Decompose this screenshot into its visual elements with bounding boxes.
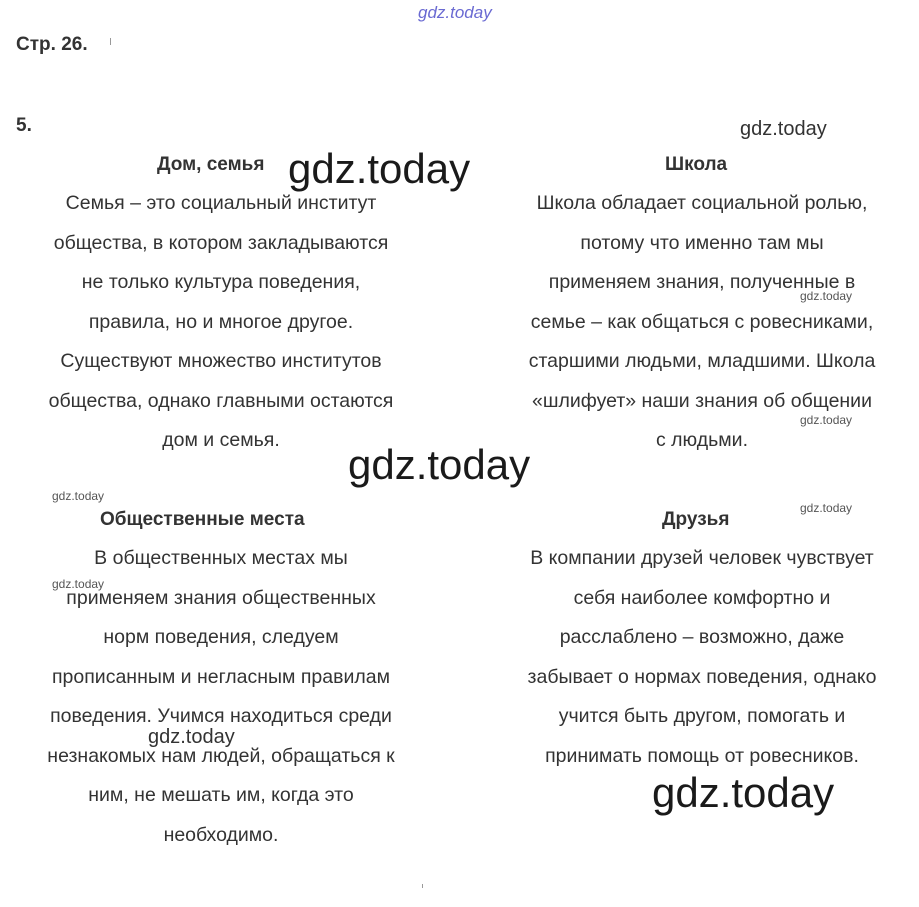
watermark-medium: gdz.today: [148, 726, 235, 748]
watermark-large: gdz.today: [288, 145, 471, 192]
scan-speck: [422, 884, 423, 888]
section-text-public-places: В общественных местах мы применяем знания общественных норм поведения, следуем прописанным и негласным правилам поведения. Учимся находиться среди незнакомых нам людей, обращаться к ним, не мешать им, когда это необходимо.: [47, 547, 395, 846]
section-title-public-places: Общественные места: [100, 509, 305, 530]
section-title-home: Дом, семья: [157, 154, 265, 175]
task-number: 5.: [16, 115, 32, 136]
section-text-home: Семья – это социальный институт общества, в котором закладываются не только культура поведения, правила, но и многое другое. Существуют множество институтов общества, однако главными остаются дом и семья.: [48, 192, 394, 451]
section-title-school: Школа: [665, 154, 728, 175]
watermark-small: gdz.today: [52, 489, 105, 503]
watermark-medium: gdz.today: [740, 118, 827, 140]
scan-speck: [110, 38, 111, 45]
section-text-school: Школа обладает социальной ролью, потому что именно там мы применяем знания, полученные в семье – как общаться с ровесниками, старшими людьми, младшими. Школа «шлифует» наши знания об общении с людьми.: [528, 192, 876, 451]
section-text-friends: В компании друзей человек чувствует себя наиболее комфортно и расслаблено – возможно, даже забывает о нормах поведения, однако учится быть другом, помогать и принимать помощь от ровесников.: [527, 547, 877, 767]
section-title-friends: Друзья: [662, 509, 730, 530]
watermark-small: gdz.today: [52, 577, 105, 591]
page-label: Стр. 26.: [16, 34, 88, 55]
watermark-top: gdz.today: [418, 3, 492, 22]
watermark-small: gdz.today: [800, 289, 853, 303]
watermark-small: gdz.today: [800, 413, 853, 427]
watermark-large: gdz.today: [652, 769, 835, 816]
watermark-large: gdz.today: [348, 441, 531, 488]
watermark-small: gdz.today: [800, 501, 853, 515]
